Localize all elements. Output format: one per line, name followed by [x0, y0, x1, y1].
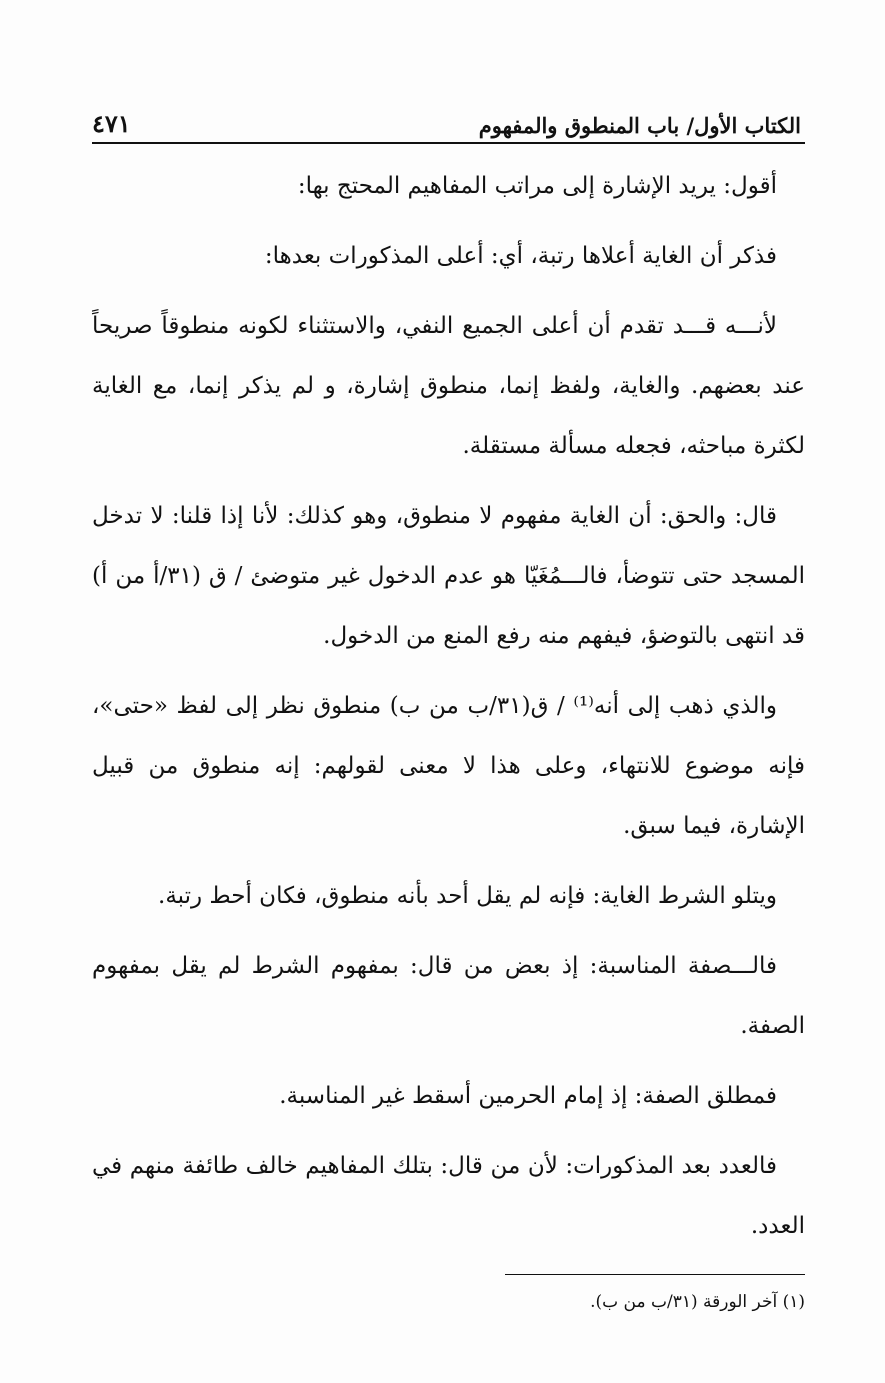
- paragraph: فمطلق الصفة: إذ إمام الحرمين أسقط غير المناسبة.: [279, 1083, 777, 1109]
- paragraph: قال: والحق: أن الغاية مفهوم لا منطوق، وهو كذلك: لأنا إذا قلنا: لا تدخل المسجد حتى تتوضأ، فالـــمُغَيّا هو عدم الدخول غير متوضئ / ق (٣١/أ من أ) قد انتهى بالتوضؤ، فيفهم منه رفع المنع من الدخول.: [92, 503, 806, 649]
- footnote: (١) آخر الورقة (٣١/ب من ب).: [590, 1292, 805, 1312]
- paragraph: والذي ذهب إلى أنه⁽¹⁾ / ق(٣١/ب من ب) منطوق نظر إلى لفظ «حتى»، فإنه موضوع للانتهاء، وعلى هذا لا معنى لقولهم: إنه منطوق من قبيل الإشارة، فيما سبق.: [92, 693, 805, 839]
- footnote-separator: [505, 1274, 805, 1275]
- paragraph: فذكر أن الغاية أعلاها رتبة، أي: أعلى المذكورات بعدها:: [264, 243, 777, 269]
- paragraph: ويتلو الشرط الغاية: فإنه لم يقل أحد بأنه منطوق، فكان أحط رتبة.: [158, 883, 777, 909]
- paragraph: فالـــصفة المناسبة: إذ بعض من قال: بمفهوم الشرط لم يقل بمفهوم الصفة.: [92, 953, 805, 1039]
- body-text: [92, 156, 805, 1256]
- page-number: ٤٧١: [92, 109, 131, 138]
- running-header: [92, 90, 805, 144]
- page: [92, 90, 805, 1315]
- header-title: الكتاب الأول/ باب المنطوق والمفهوم: [478, 113, 801, 138]
- paragraph: لأنـــه قـــد تقدم أن أعلى الجميع النفي، والاستثناء لكونه منطوقاً صريحاً عند بعضهم. والغاية، ولفظ إنما، منطوق إشارة، و لم يذكر إنما، مع الغاية لكثرة مباحثه، فجعله مسألة مستقلة.: [92, 313, 805, 459]
- paragraph: أقول: يريد الإشارة إلى مراتب المفاهيم المحتج بها:: [297, 173, 777, 199]
- paragraph: فالعدد بعد المذكورات: لأن من قال: بتلك المفاهيم خالف طائفة منهم في العدد.: [92, 1153, 805, 1239]
